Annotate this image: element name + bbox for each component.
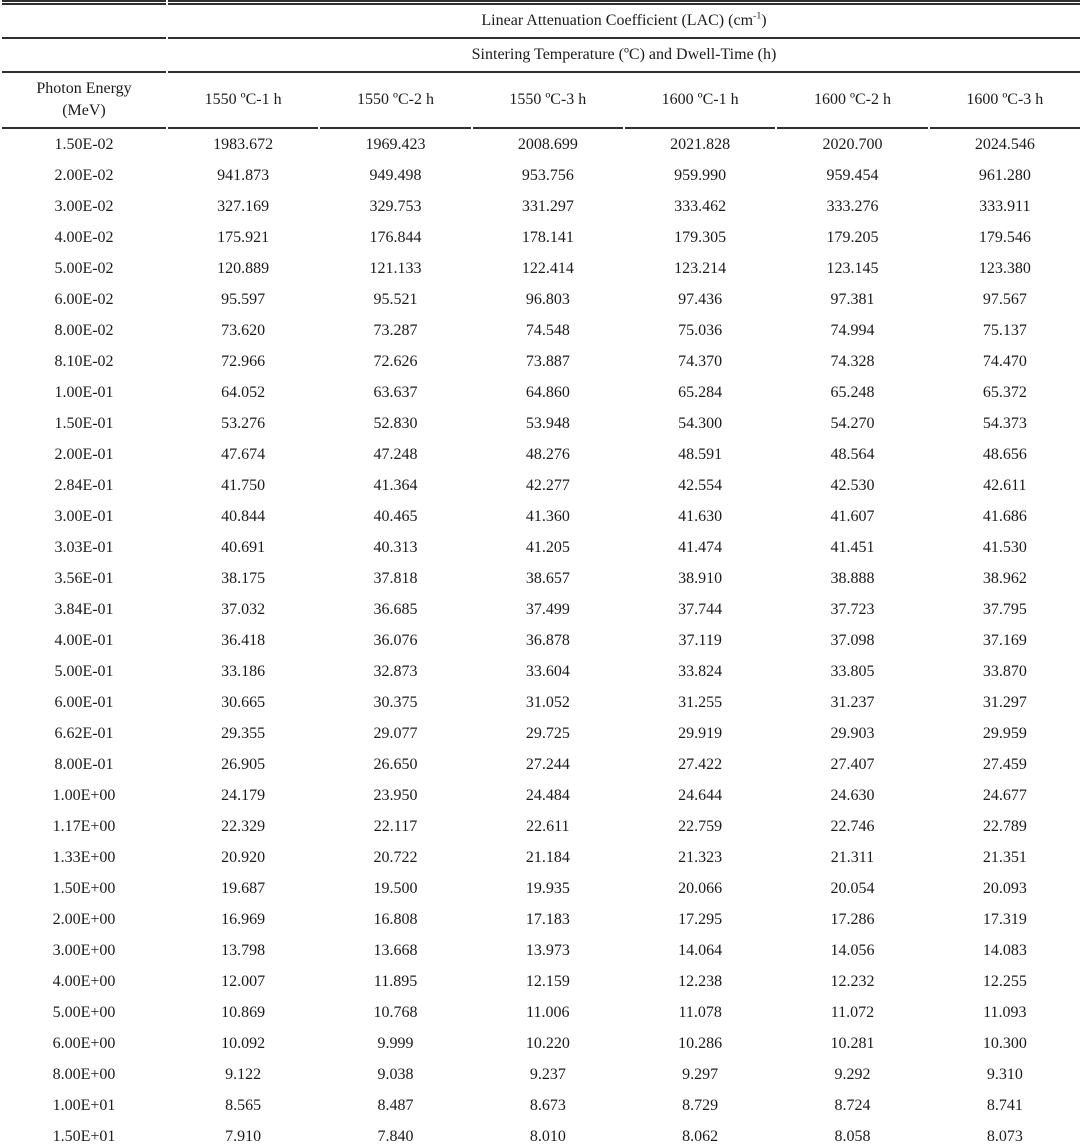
- lac-value-cell: 22.117: [373, 817, 418, 835]
- lac-value-cell: 40.844: [221, 507, 266, 525]
- lac-value-cell: 73.620: [221, 321, 266, 339]
- lac-value-cell: 33.604: [525, 662, 570, 680]
- table-row: [2, 439, 1080, 470]
- lac-value-cell: 959.990: [674, 166, 727, 184]
- lac-value-cell: 48.564: [830, 445, 875, 463]
- lac-value-cell: 41.451: [830, 538, 875, 556]
- photon-energy-cell: 6.00E-02: [54, 290, 114, 308]
- lac-value-cell: 36.076: [373, 631, 418, 649]
- lac-value-cell: 38.962: [982, 569, 1027, 587]
- column-header-1600-2h: 1600 ºC-2 h: [777, 73, 927, 129]
- photon-energy-cell: 1.50E-02: [54, 135, 114, 153]
- table-row: [2, 191, 1080, 222]
- lac-value-cell: 31.297: [982, 693, 1027, 711]
- lac-value-cell: 52.830: [373, 414, 418, 432]
- table-row: [2, 1121, 1080, 1148]
- lac-value-cell: 27.244: [525, 755, 570, 773]
- lac-value-cell: 953.756: [521, 166, 574, 184]
- subtitle-row-corner-cell: [2, 39, 166, 73]
- lac-value-cell: 22.611: [526, 817, 570, 835]
- lac-value-cell: 97.567: [982, 290, 1027, 308]
- lac-value-cell: 29.355: [221, 724, 266, 742]
- lac-value-cell: 41.607: [830, 507, 875, 525]
- lac-value-cell: 20.093: [982, 879, 1027, 897]
- photon-energy-cell: 8.00E-01: [54, 755, 114, 773]
- lac-value-cell: 19.687: [221, 879, 266, 897]
- photon-energy-cell: 5.00E-01: [54, 662, 114, 680]
- lac-value-cell: 24.677: [982, 786, 1027, 804]
- photon-energy-cell: 8.00E-02: [54, 321, 114, 339]
- photon-energy-header-line2: (MeV): [62, 102, 106, 119]
- lac-value-cell: 38.888: [830, 569, 875, 587]
- lac-value-cell: 10.286: [678, 1034, 723, 1052]
- lac-value-cell: 179.205: [826, 228, 879, 246]
- lac-value-cell: 123.145: [826, 259, 879, 277]
- lac-value-cell: 333.911: [979, 197, 1031, 215]
- lac-value-cell: 38.657: [525, 569, 570, 587]
- lac-value-cell: 31.052: [525, 693, 570, 711]
- lac-value-cell: 65.284: [678, 383, 723, 401]
- photon-energy-cell: 3.00E-01: [54, 507, 114, 525]
- lac-value-cell: 42.554: [678, 476, 723, 494]
- lac-value-cell: 73.287: [373, 321, 418, 339]
- lac-value-cell: 123.380: [978, 259, 1031, 277]
- lac-value-cell: 123.214: [674, 259, 727, 277]
- photon-energy-cell: 3.03E-01: [54, 538, 114, 556]
- lac-value-cell: 941.873: [217, 166, 270, 184]
- lac-value-cell: 96.803: [525, 290, 570, 308]
- lac-value-cell: 54.270: [830, 414, 875, 432]
- photon-energy-cell: 8.10E-02: [54, 352, 114, 370]
- lac-value-cell: 29.919: [678, 724, 723, 742]
- photon-energy-header-line1: Photon Energy: [36, 80, 132, 98]
- lac-value-cell: 20.054: [830, 879, 875, 897]
- photon-energy-cell: 2.00E-01: [54, 445, 114, 463]
- photon-energy-cell: 3.84E-01: [54, 600, 114, 618]
- photon-energy-cell: 1.17E+00: [52, 817, 116, 835]
- lac-value-cell: 331.297: [521, 197, 574, 215]
- table-row: [2, 997, 1080, 1028]
- lac-value-cell: 24.179: [221, 786, 266, 804]
- lac-value-cell: 12.255: [982, 972, 1027, 990]
- column-header-1550-2h: 1550 ºC-2 h: [320, 73, 470, 129]
- lac-value-cell: 37.795: [982, 600, 1027, 618]
- lac-value-cell: 36.685: [373, 600, 418, 618]
- lac-value-cell: 40.313: [373, 538, 418, 556]
- column-header-1550-3h: 1550 ºC-3 h: [473, 73, 623, 129]
- title-row-corner-cell: [2, 0, 166, 39]
- lac-value-cell: 42.277: [525, 476, 570, 494]
- lac-value-cell: 33.186: [221, 662, 266, 680]
- table-title-suffix: ): [761, 12, 767, 29]
- lac-value-cell: 27.407: [830, 755, 875, 773]
- lac-value-cell: 10.092: [221, 1034, 266, 1052]
- table-row: [2, 811, 1080, 842]
- lac-value-cell: 12.159: [525, 972, 570, 990]
- table-row: [2, 222, 1080, 253]
- table-title-row: [2, 0, 1080, 39]
- table-row: [2, 656, 1080, 687]
- photon-energy-cell: 3.00E-02: [54, 197, 114, 215]
- table-subtitle-row: [2, 39, 1080, 73]
- lac-value-cell: 178.141: [521, 228, 574, 246]
- lac-value-cell: 29.959: [982, 724, 1027, 742]
- lac-value-cell: 31.237: [830, 693, 875, 711]
- lac-value-cell: 9.999: [377, 1034, 414, 1052]
- lac-value-cell: 22.329: [221, 817, 266, 835]
- lac-value-cell: 10.220: [525, 1034, 570, 1052]
- table-row: [2, 1059, 1080, 1090]
- photon-energy-cell: 2.00E+00: [52, 910, 116, 928]
- lac-value-cell: 949.498: [369, 166, 422, 184]
- lac-value-cell: 14.064: [678, 941, 723, 959]
- photon-energy-cell: 6.62E-01: [54, 724, 114, 742]
- lac-value-cell: 13.798: [221, 941, 266, 959]
- lac-value-cell: 1969.423: [365, 135, 426, 153]
- lac-value-cell: 41.364: [373, 476, 418, 494]
- column-header-1600-3h: 1600 ºC-3 h: [930, 73, 1080, 129]
- lac-value-cell: 36.878: [525, 631, 570, 649]
- lac-value-cell: 176.844: [369, 228, 422, 246]
- lac-value-cell: 48.591: [678, 445, 723, 463]
- lac-value-cell: 122.414: [521, 259, 574, 277]
- lac-value-cell: 74.470: [982, 352, 1027, 370]
- lac-value-cell: 27.459: [982, 755, 1027, 773]
- lac-value-cell: 22.759: [678, 817, 723, 835]
- lac-value-cell: 65.248: [830, 383, 875, 401]
- lac-value-cell: 2024.546: [974, 135, 1035, 153]
- lac-value-cell: 8.673: [529, 1096, 566, 1114]
- lac-value-cell: 42.530: [830, 476, 875, 494]
- photon-energy-cell: 2.84E-01: [54, 476, 114, 494]
- lac-value-cell: 959.454: [826, 166, 879, 184]
- column-header-1600-1h: 1600 ºC-1 h: [625, 73, 775, 129]
- lac-value-cell: 19.935: [525, 879, 570, 897]
- lac-value-cell: 10.300: [982, 1034, 1027, 1052]
- table-title-text: Linear Attenuation Coefficient (LAC) (cm: [481, 12, 754, 29]
- lac-value-cell: 64.860: [525, 383, 570, 401]
- table-row: [2, 253, 1080, 284]
- lac-value-cell: 41.630: [678, 507, 723, 525]
- photon-energy-cell: 4.00E+00: [52, 972, 116, 990]
- lac-value-cell: 9.038: [377, 1065, 414, 1083]
- lac-value-cell: 11.072: [830, 1003, 875, 1021]
- photon-energy-cell: 6.00E-01: [54, 693, 114, 711]
- table-row: [2, 966, 1080, 997]
- photon-energy-cell: 1.00E+01: [52, 1096, 116, 1114]
- lac-value-cell: 2020.700: [822, 135, 883, 153]
- lac-value-cell: 17.319: [982, 910, 1027, 928]
- table-row: [2, 129, 1080, 160]
- lac-value-cell: 8.058: [777, 1121, 927, 1148]
- lac-value-cell: 36.418: [221, 631, 266, 649]
- lac-value-cell: 17.286: [830, 910, 875, 928]
- lac-value-cell: 47.674: [221, 445, 266, 463]
- photon-energy-cell: 1.50E+00: [52, 879, 116, 897]
- lac-value-cell: 10.768: [373, 1003, 418, 1021]
- lac-value-cell: 37.723: [830, 600, 875, 618]
- lac-value-cell: 95.597: [221, 290, 266, 308]
- lac-value-cell: 74.370: [678, 352, 723, 370]
- lac-value-cell: 30.375: [373, 693, 418, 711]
- lac-value-cell: 21.323: [678, 848, 723, 866]
- table-title: [168, 0, 1080, 39]
- lac-value-cell: 11.895: [373, 972, 418, 990]
- lac-value-cell: 73.887: [525, 352, 570, 370]
- table-title-superscript: -1: [753, 10, 762, 22]
- lac-value-cell: 12.007: [221, 972, 266, 990]
- lac-value-cell: 53.948: [525, 414, 570, 432]
- lac-value-cell: 17.295: [678, 910, 723, 928]
- lac-value-cell: 21.184: [525, 848, 570, 866]
- lac-value-cell: 33.805: [830, 662, 875, 680]
- photon-energy-cell: 2.00E-02: [54, 166, 114, 184]
- table-row: [2, 284, 1080, 315]
- lac-value-cell: 21.351: [982, 848, 1027, 866]
- lac-value-cell: 97.381: [830, 290, 875, 308]
- lac-value-cell: 24.484: [525, 786, 570, 804]
- lac-value-cell: 2021.828: [670, 135, 731, 153]
- photon-energy-cell: 4.00E-02: [54, 228, 114, 246]
- lac-value-cell: 11.078: [678, 1003, 722, 1021]
- lac-value-cell: 54.373: [982, 414, 1027, 432]
- table-row: [2, 687, 1080, 718]
- lac-value-cell: 333.462: [674, 197, 727, 215]
- lac-value-cell: 179.546: [978, 228, 1031, 246]
- lac-value-cell: 37.744: [678, 600, 723, 618]
- table-row: [2, 470, 1080, 501]
- table-row: [2, 160, 1080, 191]
- lac-value-cell: 8.487: [377, 1096, 414, 1114]
- lac-value-cell: 41.205: [525, 538, 570, 556]
- lac-value-cell: 37.098: [830, 631, 875, 649]
- lac-value-cell: 9.122: [225, 1065, 262, 1083]
- table-row: [2, 1090, 1080, 1121]
- lac-value-cell: 11.093: [983, 1003, 1027, 1021]
- photon-energy-cell: 3.56E-01: [54, 569, 114, 587]
- lac-value-cell: 10.869: [221, 1003, 266, 1021]
- lac-value-cell: 48.276: [525, 445, 570, 463]
- lac-value-cell: 19.500: [373, 879, 418, 897]
- table-row: [2, 315, 1080, 346]
- lac-value-cell: 48.656: [982, 445, 1027, 463]
- lac-value-cell: 40.691: [221, 538, 266, 556]
- photon-energy-cell: 1.33E+00: [52, 848, 116, 866]
- lac-value-cell: 120.889: [217, 259, 270, 277]
- lac-value-cell: 37.032: [221, 600, 266, 618]
- lac-value-cell: 14.083: [982, 941, 1027, 959]
- photon-energy-cell: 6.00E+00: [52, 1034, 116, 1052]
- lac-value-cell: 8.073: [930, 1121, 1080, 1148]
- lac-value-cell: 1983.672: [213, 135, 274, 153]
- lac-value-cell: 41.360: [525, 507, 570, 525]
- column-header-row: [2, 73, 1080, 129]
- lac-value-cell: 9.310: [986, 1065, 1023, 1083]
- lac-value-cell: 9.237: [529, 1065, 566, 1083]
- lac-value-cell: 7.840: [320, 1121, 470, 1148]
- lac-value-cell: 9.292: [834, 1065, 871, 1083]
- lac-value-cell: 95.521: [373, 290, 418, 308]
- lac-value-cell: 97.436: [678, 290, 723, 308]
- photon-energy-cell: 1.00E-01: [54, 383, 114, 401]
- photon-energy-header: [2, 73, 166, 129]
- lac-value-cell: 8.741: [986, 1096, 1023, 1114]
- lac-value-cell: 9.297: [682, 1065, 719, 1083]
- lac-value-cell: 42.611: [983, 476, 1027, 494]
- lac-value-cell: 54.300: [678, 414, 723, 432]
- table-row: [2, 594, 1080, 625]
- table-row: [2, 346, 1080, 377]
- table-row: [2, 377, 1080, 408]
- lac-value-cell: 329.753: [369, 197, 422, 215]
- lac-value-cell: 121.133: [369, 259, 422, 277]
- lac-value-cell: 37.119: [678, 631, 722, 649]
- photon-energy-cell: 1.50E-01: [54, 414, 114, 432]
- lac-value-cell: 41.686: [982, 507, 1027, 525]
- lac-value-cell: 29.903: [830, 724, 875, 742]
- lac-value-cell: 26.650: [373, 755, 418, 773]
- table-row: [2, 873, 1080, 904]
- lac-value-cell: 26.905: [221, 755, 266, 773]
- table-row: [2, 408, 1080, 439]
- lac-value-cell: 37.169: [982, 631, 1027, 649]
- lac-value-cell: 32.873: [373, 662, 418, 680]
- lac-value-cell: 179.305: [674, 228, 727, 246]
- lac-value-cell: 961.280: [978, 166, 1031, 184]
- lac-value-cell: 33.870: [982, 662, 1027, 680]
- lac-value-cell: 38.910: [678, 569, 723, 587]
- lac-value-cell: 21.311: [830, 848, 875, 866]
- lac-value-cell: 20.722: [373, 848, 418, 866]
- table-subtitle: Sintering Temperature (ºC) and Dwell-Time (h): [168, 39, 1080, 73]
- photon-energy-cell: 1.00E+00: [52, 786, 116, 804]
- lac-value-cell: 16.808: [373, 910, 418, 928]
- lac-value-cell: 31.255: [678, 693, 723, 711]
- lac-value-cell: 75.137: [982, 321, 1027, 339]
- lac-value-cell: 2008.699: [517, 135, 578, 153]
- lac-value-cell: 38.175: [221, 569, 266, 587]
- table-row: [2, 563, 1080, 594]
- table-row: [2, 718, 1080, 749]
- lac-value-cell: 72.626: [373, 352, 418, 370]
- photon-energy-cell: 8.00E+00: [52, 1065, 116, 1083]
- lac-value-cell: 30.665: [221, 693, 266, 711]
- table-row: [2, 1028, 1080, 1059]
- photon-energy-cell: 1.50E+01: [2, 1121, 166, 1148]
- lac-value-cell: 41.474: [678, 538, 723, 556]
- table-row: [2, 749, 1080, 780]
- lac-value-cell: 12.238: [678, 972, 723, 990]
- table-row: [2, 532, 1080, 563]
- lac-value-cell: 23.950: [373, 786, 418, 804]
- lac-value-cell: 37.818: [373, 569, 418, 587]
- lac-value-cell: 33.824: [678, 662, 723, 680]
- photon-energy-cell: 5.00E+00: [52, 1003, 116, 1021]
- lac-value-cell: 16.969: [221, 910, 266, 928]
- photon-energy-cell: 3.00E+00: [52, 941, 116, 959]
- lac-value-cell: 14.056: [830, 941, 875, 959]
- lac-value-cell: 41.750: [221, 476, 266, 494]
- lac-value-cell: 175.921: [217, 228, 270, 246]
- table-row: [2, 904, 1080, 935]
- lac-value-cell: 8.062: [625, 1121, 775, 1148]
- lac-value-cell: 7.910: [168, 1121, 318, 1148]
- lac-value-cell: 40.465: [373, 507, 418, 525]
- lac-value-cell: 12.232: [830, 972, 875, 990]
- lac-value-cell: 13.973: [525, 941, 570, 959]
- lac-value-cell: 37.499: [525, 600, 570, 618]
- lac-value-cell: 63.637: [373, 383, 418, 401]
- lac-value-cell: 20.066: [678, 879, 723, 897]
- lac-value-cell: 10.281: [830, 1034, 875, 1052]
- lac-value-cell: 53.276: [221, 414, 266, 432]
- photon-energy-cell: 4.00E-01: [54, 631, 114, 649]
- lac-value-cell: 13.668: [373, 941, 418, 959]
- table-row: [2, 842, 1080, 873]
- lac-value-cell: 75.036: [678, 321, 723, 339]
- table-row: [2, 780, 1080, 811]
- lac-value-cell: 29.077: [373, 724, 418, 742]
- lac-value-cell: 29.725: [525, 724, 570, 742]
- lac-value-cell: 8.729: [682, 1096, 719, 1114]
- lac-value-cell: 74.994: [830, 321, 875, 339]
- lac-value-cell: 72.966: [221, 352, 266, 370]
- table-row: [2, 501, 1080, 532]
- lac-value-cell: 22.789: [982, 817, 1027, 835]
- lac-value-cell: 41.530: [982, 538, 1027, 556]
- column-header-1550-1h: 1550 ºC-1 h: [168, 73, 318, 129]
- lac-value-cell: 74.328: [830, 352, 875, 370]
- lac-value-cell: 22.746: [830, 817, 875, 835]
- lac-value-cell: 27.422: [678, 755, 723, 773]
- lac-value-cell: 20.920: [221, 848, 266, 866]
- lac-value-cell: 17.183: [525, 910, 570, 928]
- lac-value-cell: 8.565: [225, 1096, 262, 1114]
- table-body: [2, 129, 1080, 1148]
- lac-value-cell: 24.630: [830, 786, 875, 804]
- lac-value-cell: 24.644: [678, 786, 723, 804]
- lac-value-cell: 65.372: [982, 383, 1027, 401]
- lac-value-cell: 47.248: [373, 445, 418, 463]
- lac-value-cell: 333.276: [826, 197, 879, 215]
- table-row: [2, 935, 1080, 966]
- lac-value-cell: 74.548: [525, 321, 570, 339]
- lac-value-cell: 11.006: [526, 1003, 570, 1021]
- lac-value-cell: 64.052: [221, 383, 266, 401]
- table-row: [2, 625, 1080, 656]
- lac-value-cell: 8.724: [834, 1096, 871, 1114]
- photon-energy-cell: 5.00E-02: [54, 259, 114, 277]
- lac-value-cell: 327.169: [217, 197, 270, 215]
- lac-value-cell: 8.010: [473, 1121, 623, 1148]
